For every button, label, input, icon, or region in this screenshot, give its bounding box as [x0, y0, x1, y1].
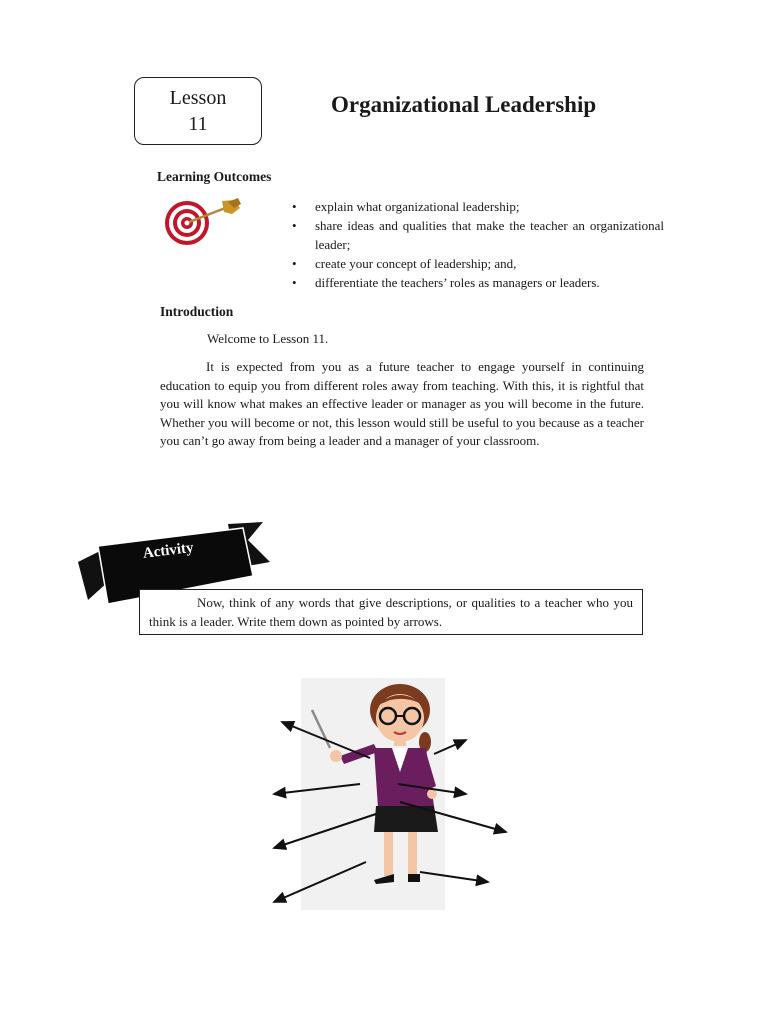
list-item: • share ideas and qualities that make the teacher an organizational leader; [292, 216, 664, 254]
lesson-number-box [134, 77, 262, 145]
introduction-heading: Introduction [160, 304, 234, 319]
list-item: • explain what organizational leadership; [292, 197, 664, 216]
teacher-illustration [260, 676, 520, 916]
introduction-paragraph: It is expected from you as a future teacher to engage yourself in continuing education to equip you from different roles away from teaching. With this, it is rightful that you will know what makes an effective leader or manager as you will become in the future. Whether you will become or not, this lesson would still be useful to you because as a teacher you can’t go away from being a leader and a manager of your classroom. [160, 359, 644, 449]
target-dart-icon [162, 196, 242, 248]
list-item: • differentiate the teachers’ roles as managers or leaders. [292, 273, 664, 292]
list-item: • create your concept of leadership; and, [292, 254, 664, 273]
page-title: Organizational Leadership [331, 92, 597, 117]
lesson-label: Lesson [169, 87, 227, 109]
activity-label: Activity [142, 539, 195, 562]
activity-instruction-box: Now, think of any words that give descriptions, or qualities to a teacher who you think is a leader. Write them down as pointed by arrows. [139, 589, 643, 635]
learning-outcomes-heading: Learning Outcomes [157, 169, 272, 184]
lesson-number: 11 [188, 113, 208, 135]
learning-outcomes-list [292, 197, 664, 292]
welcome-text: Welcome to Lesson 11. [207, 331, 329, 346]
